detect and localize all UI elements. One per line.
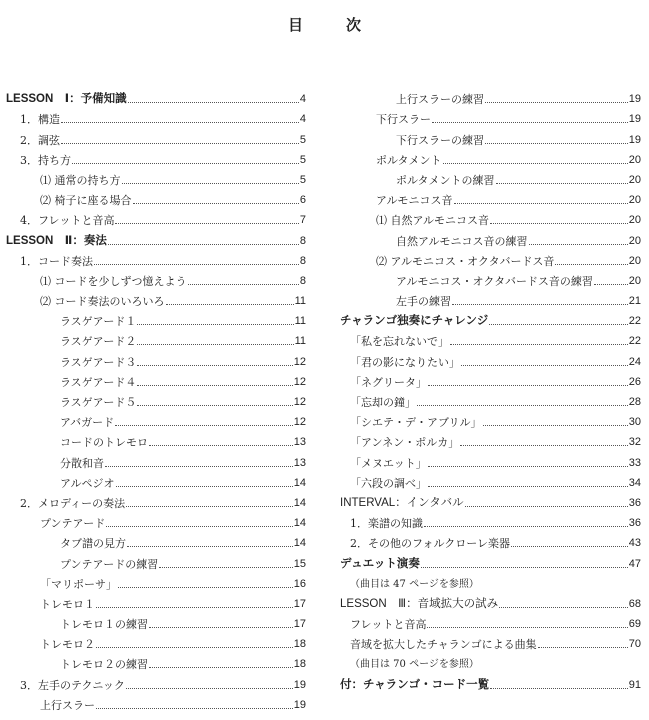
toc-entry [340,470,641,490]
toc-entry-page: 14 [293,496,306,509]
leader-dots [61,122,299,123]
leader-dots [421,567,628,568]
toc-entry [6,692,306,712]
toc-entry [6,651,306,671]
toc-entry [6,187,306,207]
toc-entry [340,409,641,429]
leader-dots [133,203,299,204]
toc-entry-page: 70 [628,638,641,651]
toc-entry-page: 22 [628,315,641,328]
leader-dots [137,344,293,345]
toc-entry-title: プンテアードの練習 [60,557,159,571]
toc-left-column [6,86,306,712]
leader-dots [485,143,628,144]
toc-entry [6,207,306,227]
toc-entry-title: ラスゲアード５ [60,396,137,409]
toc-entry [340,550,641,570]
leader-dots [483,425,628,426]
toc-entry-page: 20 [628,254,641,267]
toc-entry-page: 19 [628,113,641,126]
toc-entry-title: ラスゲアード４ [60,375,137,389]
toc-entry-title: プンテアード [40,517,106,531]
toc-entry-title: 2．その他のフォルクローレ楽器 [350,537,511,551]
toc-entry-title: （曲目は 47 ページを参照） [350,578,479,590]
toc-entry-page: 20 [628,214,641,227]
toc-entry-page: 17 [293,618,306,631]
toc-entry-title: 「ネグリータ」 [350,375,427,389]
toc-entry [6,369,306,389]
toc-entry [340,651,641,671]
leader-dots [115,223,298,224]
toc-entry [340,530,641,550]
leader-dots [126,506,293,507]
toc-entry-title: 付：チャランゴ・コード一覧 [340,678,490,691]
toc-entry [6,631,306,651]
leader-dots [106,526,293,527]
leader-dots [115,425,293,426]
toc-entry-title: 「私を忘れないで」 [350,335,449,349]
toc-entry-page: 19 [293,698,306,711]
toc-entry-page: 4 [299,113,306,126]
toc-entry-page: 20 [628,173,641,186]
leader-dots [159,567,293,568]
toc-entry-title: ⑵ アルモニコス・オクタバードス音 [376,254,555,268]
toc-entry-title: 上行スラーの練習 [396,93,484,107]
toc-entry-page: 34 [628,476,641,489]
leader-dots [188,284,299,285]
toc-entry-title: ポルタメント [376,153,442,167]
toc-entry-page: 12 [293,355,306,368]
toc-entry-title: コードのトレモロ [60,436,148,450]
leader-dots [427,627,627,628]
toc-entry-title: アルペジオ [60,476,115,490]
toc-entry-title: アバガード [60,416,115,430]
toc-entry-page: 20 [628,194,641,207]
toc-entry-title: ⑵ 椅子に座る場合 [40,194,132,208]
toc-entry [340,268,641,288]
leader-dots [460,445,628,446]
toc-right-column [340,86,641,692]
leader-dots [490,223,628,224]
toc-entry [340,611,641,631]
toc-entry-title: ⑴ 自然アルモニコス音 [376,214,490,228]
toc-entry-title: LESSON Ⅲ：音域拡大の試み [340,597,499,610]
toc-entry-page: 28 [628,396,641,408]
leader-dots [496,183,628,184]
toc-entry [6,126,306,146]
toc-entry-page: 11 [294,295,306,308]
toc-entry-title: 3．持ち方 [20,153,71,167]
toc-entry-title: ラスゲアード２ [60,335,137,349]
toc-entry-page: 13 [293,436,306,449]
toc-entry-title: 下行スラーの練習 [396,133,484,147]
leader-dots [118,587,293,588]
toc-entry [340,369,641,389]
toc-entry [340,227,641,247]
toc-entry [6,227,306,247]
toc-entry [340,86,641,106]
toc-entry-title: 音域を拡大したチャランゴによる曲集 [350,638,537,652]
toc-entry-title: 下行スラー [376,113,431,127]
toc-entry [6,530,306,550]
toc-entry-title: 「忘却の鐘」 [350,396,416,409]
toc-entry-page: 19 [628,133,641,146]
leader-dots [428,466,628,467]
toc-entry-title: （曲目は 70 ページを参照） [350,659,479,671]
leader-dots [443,163,628,164]
toc-entry-title: 上行スラー [40,698,95,712]
toc-entry [340,207,641,227]
toc-entry [6,429,306,449]
leader-dots [137,365,292,366]
leader-dots [149,627,293,628]
leader-dots [452,304,628,305]
toc-entry-page: 43 [628,537,641,550]
toc-entry [340,510,641,530]
leader-dots [96,647,293,648]
toc-entry [340,490,641,510]
toc-entry-page: 30 [628,416,641,429]
leader-dots [128,102,299,103]
leader-dots [417,405,628,406]
toc-entry-page: 22 [628,335,641,348]
toc-entry [6,510,306,530]
toc-entry-page: 19 [293,678,306,691]
toc-entry-title: 2．メロディーの奏法 [20,496,126,510]
toc-entry [340,167,641,187]
toc-entry-title: トレモロ２ [40,638,95,652]
toc-entry-page: 5 [299,173,306,186]
toc-entry-title: INTERVAL：インタバル [340,496,464,509]
toc-entry-page: 32 [628,436,641,449]
toc-entry-title: ⑵ コード奏法のいろいろ [40,295,165,309]
leader-dots [450,344,628,345]
toc-entry-page: 11 [294,335,306,348]
toc-entry-title: 分散和音 [60,456,104,470]
leader-dots [432,122,628,123]
toc-entry-page: 5 [299,153,306,166]
toc-entry [6,348,306,368]
toc-entry-title: 「六段の調べ」 [350,476,427,490]
toc-entry [6,671,306,691]
toc-entry-title: 自然アルモニコス音の練習 [396,234,528,248]
toc-entry-title: デュエット演奏 [340,557,420,570]
toc-entry-title: フレットと音高 [350,618,427,632]
leader-dots [555,264,627,265]
toc-entry-title: 3．左手のテクニック [20,678,125,692]
toc-entry-page: 8 [299,274,306,287]
toc-entry-page: 33 [628,456,641,469]
leader-dots [454,203,628,204]
toc-entry [340,449,641,469]
toc-entry-page: 69 [628,618,641,631]
toc-entry [6,167,306,187]
toc-entry [340,106,641,126]
toc-entry-title: LESSON Ⅰ：予備知識 [6,93,127,106]
page-title: 目 次 [287,16,375,34]
leader-dots [105,466,293,467]
leader-dots [529,244,628,245]
toc-entry [340,187,641,207]
toc-entry [340,389,641,409]
leader-dots [461,365,628,366]
toc-entry [6,86,306,106]
toc-entry-title: 「アンネン・ポルカ」 [350,436,460,450]
leader-dots [149,445,293,446]
toc-entry-title: トレモロ１の練習 [60,618,148,632]
toc-entry-title: ⑴ 通常の持ち方 [40,173,121,187]
toc-entry-title: 1．楽譜の知識 [350,517,423,531]
toc-entry-page: 14 [293,476,306,489]
toc-entry [6,308,306,328]
toc-entry-title: アルモニコス・オクタバードス音の練習 [396,274,593,288]
toc-entry-page: 4 [299,93,306,106]
toc-entry-page: 91 [628,678,641,691]
toc-entry-page: 20 [628,153,641,166]
toc-entry-title: ポルタメントの練習 [396,173,495,187]
toc-entry [340,248,641,268]
toc-entry-title: 「メヌエット」 [350,456,427,470]
toc-entry [6,611,306,631]
leader-dots [137,405,292,406]
toc-entry-page: 20 [628,274,641,287]
toc-entry-page: 36 [628,496,641,509]
leader-dots [511,546,628,547]
leader-dots [137,324,293,325]
leader-dots [489,324,628,325]
toc-entry-page: 13 [293,456,306,469]
toc-entry-title: 「マリポーサ」 [40,577,117,591]
toc-entry-page: 26 [628,375,641,388]
toc-entry-title: タブ譜の見方 [60,537,126,551]
leader-dots [61,143,299,144]
toc-entry-title: ⑴ コードを少しずつ憶えよう [40,274,187,288]
toc-entry-page: 15 [293,557,306,570]
toc-entry-page: 16 [293,577,306,590]
toc-entry [340,348,641,368]
toc-entry-title: 4．フレットと音高 [20,214,115,228]
leader-dots [594,284,628,285]
leader-dots [72,163,299,164]
toc-entry [6,449,306,469]
toc-entry [6,389,306,409]
toc-entry-page: 14 [293,517,306,530]
toc-entry [340,328,641,348]
toc-entry [6,106,306,126]
leader-dots [127,546,293,547]
toc-entry-page: 24 [628,355,641,368]
toc-entry-page: 8 [299,254,306,267]
toc-entry-page: 47 [628,557,641,570]
leader-dots [465,506,628,507]
toc-entry [340,308,641,328]
toc-entry [340,671,641,691]
toc-entry-page: 17 [293,597,306,610]
toc-entry-page: 8 [299,234,306,247]
toc-entry [6,328,306,348]
toc-entry-title: 「君の影になりたい」 [350,355,460,369]
leader-dots [96,607,293,608]
toc-entry [340,288,641,308]
leader-dots [96,708,293,709]
toc-entry-title: 1．コード奏法 [20,254,93,268]
leader-dots [499,607,628,608]
leader-dots [428,486,628,487]
toc-entry [6,490,306,510]
toc-entry-title: 左手の練習 [396,295,451,309]
toc-entry-page: 12 [293,416,306,429]
toc-entry-title: 2．調弦 [20,133,60,147]
toc-entry-page: 68 [628,597,641,610]
toc-entry-title: ラスゲアード１ [60,315,137,329]
toc-entry [6,591,306,611]
toc-entry [6,147,306,167]
toc-entry [6,248,306,268]
toc-entry-title: トレモロ２の練習 [60,658,148,672]
toc-entry-page: 11 [294,315,306,328]
toc-entry-page: 7 [299,214,306,227]
leader-dots [538,647,628,648]
toc-entry [340,126,641,146]
leader-dots [137,385,292,386]
toc-entry-page: 6 [299,194,306,207]
toc-entry [340,571,641,591]
toc-entry-page: 18 [293,638,306,651]
toc-entry [6,571,306,591]
toc-entry-page: 20 [628,234,641,247]
leader-dots [490,688,628,689]
toc-entry-title: ラスゲアード３ [60,355,137,369]
leader-dots [126,688,293,689]
toc-entry-page: 18 [293,658,306,671]
toc-entry [6,550,306,570]
toc-entry-title: トレモロ１ [40,597,95,611]
toc-entry-page: 5 [299,133,306,146]
toc-entry-page: 12 [293,396,306,408]
toc-entry [340,631,641,651]
leader-dots [122,183,299,184]
toc-entry [6,470,306,490]
toc-entry-title: チャランゴ独奏にチャレンジ [340,315,489,328]
toc-entry-page: 19 [628,93,641,106]
toc-entry [340,591,641,611]
leader-dots [149,667,293,668]
toc-entry [6,268,306,288]
toc-entry-title: アルモニコス音 [376,194,453,208]
leader-dots [94,264,299,265]
toc-entry-title: 1．構造 [20,113,60,127]
leader-dots [108,244,299,245]
leader-dots [424,526,628,527]
toc-entry-title: LESSON Ⅱ：奏法 [6,234,107,247]
toc-entry-page: 21 [628,295,641,308]
toc-entry-page: 12 [293,375,306,388]
leader-dots [485,102,628,103]
toc-entry-page: 14 [293,537,306,550]
leader-dots [166,304,294,305]
leader-dots [116,486,293,487]
toc-entry [6,409,306,429]
toc-entry [340,429,641,449]
toc-entry-page: 36 [628,517,641,530]
toc-entry-title: 「シエテ・デ・アブリル」 [350,416,482,430]
toc-entry [340,147,641,167]
leader-dots [428,385,628,386]
toc-entry [6,288,306,308]
